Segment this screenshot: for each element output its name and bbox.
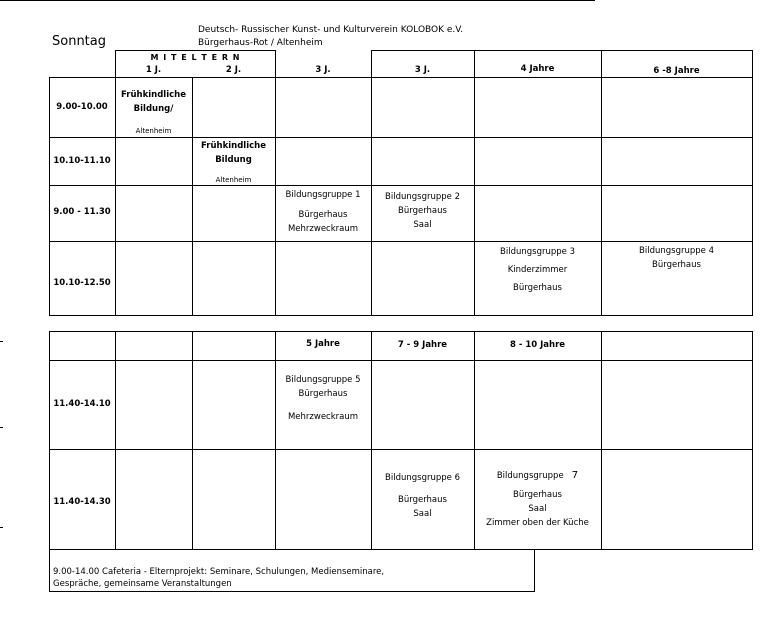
col-header-3j: 3 J.: [315, 65, 331, 75]
session-location: Bürgerhaus: [398, 206, 447, 216]
margin-tick: [0, 427, 3, 428]
session-room: Kinderzimmer: [507, 265, 568, 275]
session-entry: [192, 139, 275, 167]
col-header-2j: 2 J.: [225, 65, 242, 75]
time-slot: 11.40-14.10: [53, 399, 111, 409]
session-room: Saal: [413, 509, 432, 519]
with-parents-label: M I T E L T E R N: [150, 53, 241, 62]
cafeteria-note-line: 9.00-14.00 Cafeteria - Elternprojekt: Seminare, Schulungen, Medienseminare,: [53, 567, 385, 577]
session-location: Bürgerhaus: [513, 490, 562, 500]
col-header-7-9-jahre: 7 - 9 Jahre: [397, 340, 448, 350]
col-header-5-jahre: 5 Jahre: [306, 339, 340, 349]
session-location: Bürgerhaus: [298, 210, 348, 220]
session-entry: [371, 190, 474, 232]
session-entry: [601, 244, 752, 272]
session-location: Bürgerhaus: [652, 260, 701, 270]
cafeteria-note: [53, 566, 384, 590]
col-header-6-8-jahre: 6 -8 Jahre: [653, 66, 700, 76]
session-name: Bildungsgruppe 7: [496, 470, 579, 481]
session-room: Mehrzweckraum: [287, 412, 359, 422]
session-entry: [474, 469, 601, 530]
session-name: Bildungsgruppe 3: [500, 247, 575, 257]
session-name: Bildungsgruppe 1: [285, 190, 361, 200]
time-slot: 9.00 - 11.30: [53, 207, 111, 217]
cafeteria-note-line: Gespräche, gemeinsame Veranstaltungen: [53, 579, 232, 589]
time-slot: 10.10-12.50: [53, 278, 111, 288]
organization-location: Bürgerhaus-Rot / Altenheim: [198, 38, 323, 48]
organization-name: Deutsch- Russischer Kunst- und Kulturverein KOLOBOK e.V.: [198, 25, 464, 35]
day-title: Sonntag: [52, 34, 106, 49]
session-name: Bildung/: [133, 104, 174, 114]
session-name: Bildungsgruppe 5: [285, 375, 361, 385]
session-entry: [115, 88, 192, 116]
time-slot: 10.10-11.10: [53, 156, 111, 166]
session-room: Saal: [528, 504, 547, 514]
session-name: Bildungsgruppe 2: [385, 192, 460, 202]
session-entry: [275, 188, 371, 236]
col-header-4-jahre: 4 Jahre: [520, 64, 555, 74]
col-header-3j-b: 3 J.: [414, 65, 431, 75]
session-name: Bildungsgruppe 4: [639, 246, 714, 256]
col-header-8-10-jahre: 8 - 10 Jahre: [509, 340, 566, 350]
col-header-1j: 1 J.: [145, 65, 162, 75]
session-location: Altenheim: [135, 127, 172, 135]
session-name: Bildung: [215, 155, 252, 165]
top-rule: [0, 0, 595, 1]
session-location: Bürgerhaus: [298, 389, 348, 399]
group-number: 7: [571, 470, 579, 481]
session-name: Bildungsgruppe 6: [385, 473, 460, 483]
session-entry: [275, 373, 371, 424]
session-room: Saal: [413, 220, 432, 230]
session-entry: [474, 245, 601, 295]
session-room: Mehrzweckraum: [287, 224, 359, 234]
organization-heading: [198, 24, 463, 50]
margin-tick: [0, 341, 3, 342]
session-entry: [371, 471, 474, 521]
session-name: Frühkindliche: [201, 141, 266, 151]
margin-tick: [0, 527, 3, 528]
session-name: Frühkindliche: [121, 90, 186, 100]
time-slot: 11.40-14.30: [53, 497, 111, 507]
session-location: Bürgerhaus: [513, 283, 562, 293]
time-slot: 9.00-10.00: [56, 102, 108, 112]
session-room-detail: Zimmer oben der Küche: [486, 518, 589, 528]
session-location: Bürgerhaus: [398, 495, 447, 505]
session-location: Altenheim: [215, 176, 252, 184]
